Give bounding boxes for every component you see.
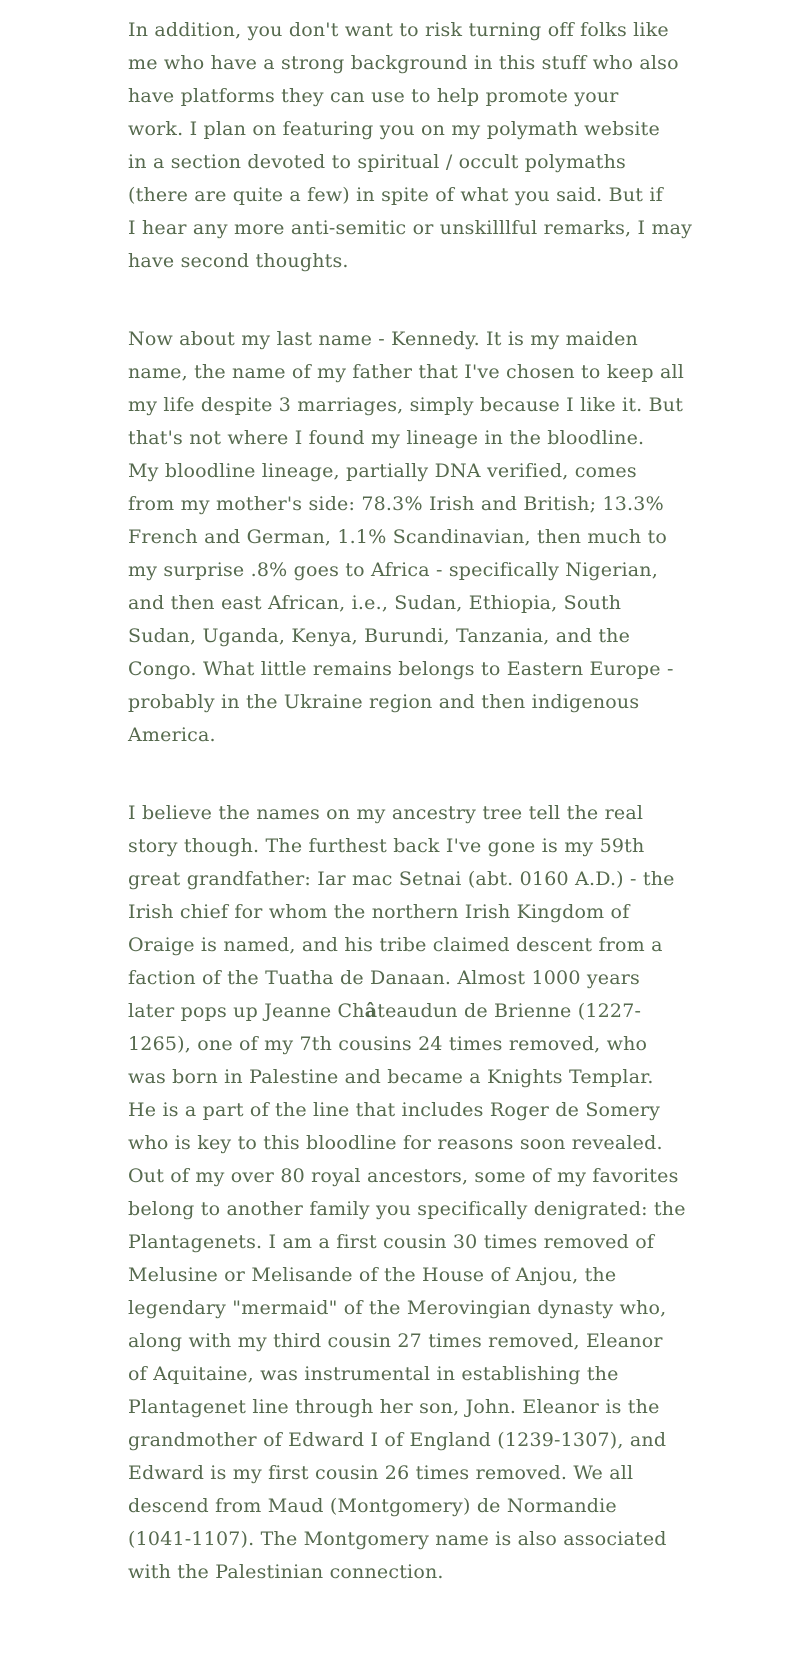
paragraph: I believe the names on my ancestry tree tell the real story though. The furthest back I've gone is my 59th great grandfather: Iar mac Setnai (abt. 0160 A.D.) - the Irish chief for whom the northern Irish Kingdom of Oraige is named, and his tribe claimed descent from a faction of the Tuatha de Danaan. Almost 1000 years later pops up Jeanne Châteaudun de Brienne (1227- 1265), one of my 7th cousins 24 times removed, who was born in Palestine and became a Knights Templar. He is a part of the line that includes Roger de Somery who is key to this bloodline for reasons soon revealed. Out of my over 80 royal ancestors, some of my favorites belong to another family you specifically denigrated: the Plantagenets. I am a first cousin 30 times removed of Melusine or Melisande of the House of Anjou, the legendary "mermaid" of the Merovingian dynasty who, along with my third cousin 27 times removed, Eleanor of Aquitaine, was instrumental in establishing the Plantagenet line through her son, John. Eleanor is the grandmother of Edward I of England (1239-1307), and Edward is my first cousin 26 times removed. We all descend from Maud (Montgomery) de Normandie (1041-1107). The Montgomery name is also associated with the Palestinian connection. bbox=[128, 802, 686, 1583]
fallback-glyph: â bbox=[364, 1000, 378, 1022]
text-document bbox=[128, 14, 693, 1589]
paragraph: Now about my last name - Kennedy. It is my maiden name, the name of my father that I've chosen to keep all my life despite 3 marriages, simply because I like it. But that's not where I found my lineage in the bloodline. My bloodline lineage, partially DNA verified, comes from my mother's side: 78.3% Irish and British; 13.3% French and German, 1.1% Scandinavian, then much to my surprise .8% goes to Africa - specifically Nigerian, and then east African, i.e., Sudan, Ethiopia, South Sudan, Uganda, Kenya, Burundi, Tanzania, and the Congo. What little remains belongs to Eastern Europe - probably in the Ukraine region and then indigenous America. bbox=[128, 328, 685, 746]
paragraph: In addition, you don't want to risk turning off folks like me who have a strong background in this stuff who also have platforms they can use to help promote your work. I plan on featuring you on my polymath website in a section devoted to spiritual / occult polymaths (there are quite a few) in spite of what you said. But if I hear any more anti-semitic or unskilllful remarks, I may have second thoughts. bbox=[128, 19, 693, 272]
